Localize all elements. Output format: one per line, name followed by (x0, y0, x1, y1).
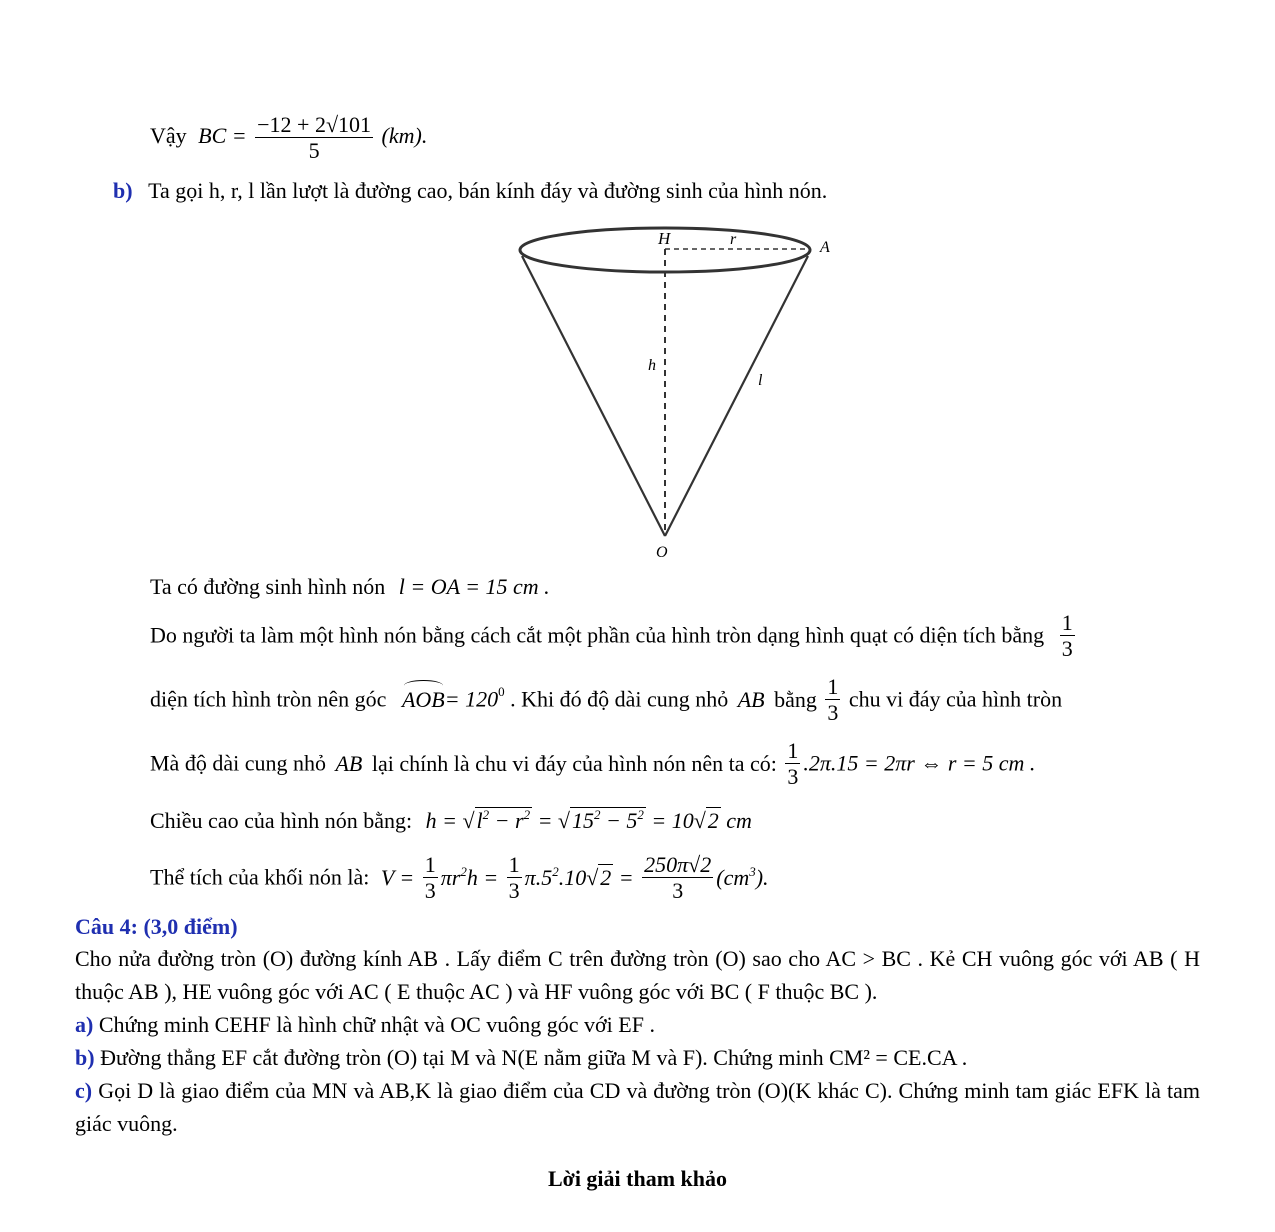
vol-frac-1 (423, 852, 438, 904)
part-b-line (113, 178, 827, 204)
solution-line-3 (150, 674, 1062, 726)
vol-frac-3 (642, 852, 713, 904)
line4-frac-num: 1 (787, 738, 799, 763)
line5-text: Chiều cao của hình nón bằng: (150, 808, 413, 833)
cau4-body (75, 942, 1200, 1140)
bc-denominator: 5 (308, 138, 320, 164)
line3-angle: AOB (401, 686, 445, 712)
vol-frac-1-num: 1 (424, 852, 436, 877)
solution-line-1 (150, 574, 550, 600)
cone-right-edge (665, 256, 808, 536)
cau4-c-label: c) (75, 1078, 93, 1103)
label-h: h (648, 357, 656, 374)
line3-text-d: chu vi đáy của hình tròn (848, 686, 1063, 712)
line2-text: Do người ta làm một hình nón bằng cách cắt một phần của hình tròn dạng hình quạt có diện tích bằng (150, 622, 1045, 648)
label-r: r (730, 231, 737, 248)
line2-frac-den: 3 (1061, 636, 1073, 662)
line6-text: Thể tích của khối nón là: (150, 864, 370, 890)
line3-sup: 0 (498, 683, 505, 699)
part-b-text: Ta gọi h, r, l lần lượt là đường cao, bán kính đáy và đường sinh của hình nón. (148, 178, 828, 203)
solution-line-5 (150, 808, 752, 834)
line3-text-c: bằng (774, 686, 817, 712)
cau4-part-b (75, 1041, 1200, 1074)
label-O: O (656, 544, 668, 561)
cau4-a-label: a) (75, 1012, 94, 1037)
cau4-c-text: Gọi D là giao điểm của MN và AB,K là giao điểm của CD và đường tròn (O)(K khác C). Chứng minh tam giác EFK là tam giác vuông. (75, 1078, 1200, 1136)
line4-ab: AB (335, 750, 363, 776)
line3-frac-num: 1 (827, 674, 839, 699)
line3-text-a: diện tích hình tròn nên góc (150, 686, 387, 712)
vol-frac-2-num: 1 (508, 852, 520, 877)
cau4-b-text: Đường thẳng EF cắt đường tròn (O) tại M và N(E nằm giữa M và F). Chứng minh CM² = CE.CA . (100, 1045, 968, 1070)
line3-eq: = 120 (444, 686, 499, 712)
line3-frac-den: 3 (827, 700, 839, 726)
vol-frac-2-den: 3 (508, 878, 520, 904)
line1-text: Ta có đường sinh hình nón (150, 574, 386, 599)
label-H: H (658, 229, 671, 248)
cau4-a-text: Chứng minh CEHF là hình chữ nhật và OC vuông góc với EF . (98, 1012, 655, 1037)
line3-fraction (825, 674, 840, 726)
vay-prefix: Vậy (150, 122, 187, 148)
bc-fraction (255, 112, 373, 164)
vol-frac-1-den: 3 (424, 878, 436, 904)
solution-line-6: Thể tích của khối nón là: V = $\frac{1}{3}$ $\pi r^2h$ = $\frac{1}{3}$ $\pi.5^2.10√2$ = $\frac{250\pi√2}{3}$ $(cm^3)$. (150, 852, 769, 904)
line3-ab: AB (737, 686, 765, 712)
solution-line-2 (150, 610, 1078, 662)
height-formula: $h = √l^2 - r^2 = √15^2 - 5^2 = 10√2$ cm (425, 807, 752, 833)
part-b-label: b) (113, 178, 133, 203)
line4-fraction (785, 738, 800, 790)
bc-result-line (150, 112, 427, 164)
line4-text-b: lại chính là chu vi đáy của hình nón nên ta có: (371, 750, 777, 776)
vol-frac-2 (507, 852, 522, 904)
cau4-b-label: b) (75, 1045, 95, 1070)
label-A: A (820, 239, 830, 256)
volume-den: 3 (672, 878, 684, 904)
bc-numerator: −12 + 2√101 (257, 112, 372, 137)
volume-num: 250π√2 (644, 852, 712, 877)
line4-text: Mà độ dài cung nhỏ (150, 750, 326, 776)
reference-solution-heading: Lời giải tham khảo (547, 1166, 728, 1191)
line3-text-b: . Khi đó độ dài cung nhỏ (510, 686, 729, 712)
cone-figure (500, 220, 850, 565)
cau4-part-c (75, 1074, 1200, 1140)
solution-line-4 (150, 738, 1035, 790)
label-l: l (758, 372, 763, 389)
line4-math: .2π.15 = 2πr ⇔ r = 5 cm . (803, 750, 1036, 776)
cau4-title: Câu 4: (3,0 điểm) (75, 914, 238, 939)
line1-math: l = OA = 15 cm . (398, 574, 550, 599)
cone-left-edge (522, 256, 665, 536)
line2-frac-num: 1 (1061, 610, 1073, 635)
bc-lhs: BC = (198, 122, 247, 148)
bc-unit: (km). (381, 122, 428, 148)
cau4-part-a (75, 1008, 1200, 1041)
line2-fraction (1060, 610, 1075, 662)
cau4-statement: Cho nửa đường tròn (O) đường kính AB . Lấy điểm C trên đường tròn (O) sao cho AC > BC . Kẻ CH vuông góc với AB ( H thuộc AB ), HE vuông góc với AC ( E thuộc AC ) và HF vuông góc với BC ( F thuộc BC ). (75, 946, 1200, 1004)
line4-frac-den: 3 (787, 764, 799, 790)
